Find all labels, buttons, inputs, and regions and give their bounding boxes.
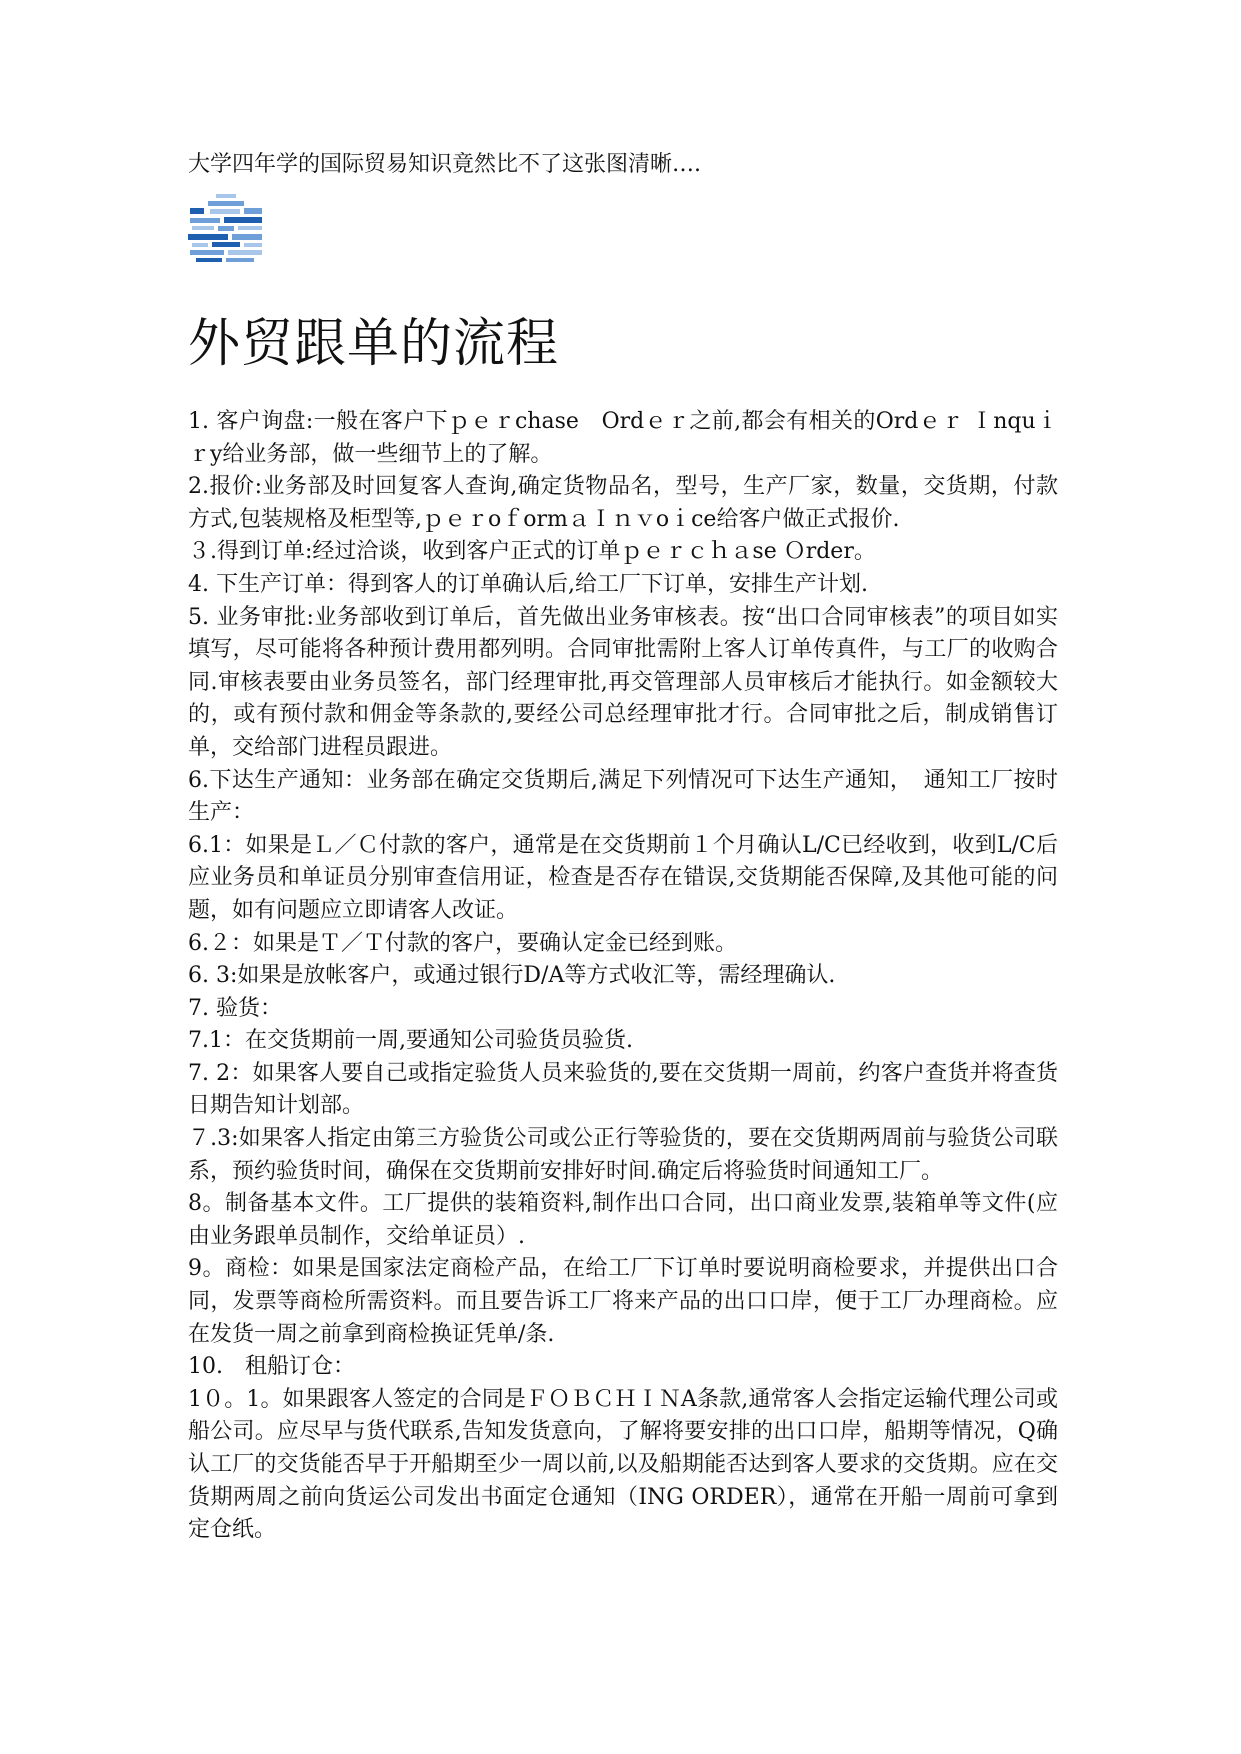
paragraph: 1. 客户询盘:一般在客户下ｐｅｒchase Ordｅｒ之前,都会有相关的Ordｅｒ Ｉnquｉｒy给业务部，做一些细节上的了解。 [188,409,1058,467]
document-body [188,406,1058,1547]
paragraph: 6.1：如果是Ｌ／Ｃ付款的客户，通常是在交货期前１个月确认L/C已经收到，收到L/C后应业务员和单证员分别审查信用证，检查是否存在错误,交货期能否保障,及其他可能的问题，如有问题应立即请客人改证。 [188,832,1058,923]
flowchart-thumbnail-image [188,192,264,268]
paragraph: 1０。1。如果跟客人签定的合同是ＦＯＢＣＨＩＮA条款,通常客人会指定运输代理公司或船公司。应尽早与货代联系,告知发货意向，了解将要安排的出口口岸，船期等情况，Q确认工厂的交货能否早于开船期至少一周以前,以及船期能否达到客人要求的交货期。应在交货期两周之前向货运公司发出书面定仓通知（ING ORDER），通常在开船一周前可拿到定仓纸。 [188,1386,1058,1543]
thumbnail-graphic [188,192,264,268]
paragraph: 6. 3:如果是放帐客户，或通过银行D/A等方式收汇等，需经理确认. [188,963,836,989]
paragraph: 10. 租船订仓： [188,1354,355,1380]
paragraph: 8。制备基本文件。工厂提供的装箱资料,制作出口合同，出口商业发票,装箱单等文件(应由业务跟单员制作，交给单证员）. [188,1191,1058,1249]
paragraph: 9。商检：如果是国家法定商检产品，在给工厂下订单时要说明商检要求，并提供出口合同，发票等商检所需资料。而且要告诉工厂将来产品的出口口岸，便于工厂办理商检。应在发货一周之前拿到商检换证凭单/条. [188,1256,1058,1347]
paragraph: ７.3:如果客人指定由第三方验货公司或公正行等验货的，要在交货期两周前与验货公司联系，预约验货时间，确保在交货期前安排好时间.确定后将验货时间通知工厂。 [188,1126,1058,1184]
intro-text: 大学四年学的国际贸易知识竟然比不了这张图清晰…. [188,152,701,177]
paragraph: 6.下达生产通知：业务部在确定交货期后,满足下列情况可下达生产通知， 通知工厂按时生产： [188,767,1058,826]
paragraph: 6.２：如果是Ｔ／Ｔ付款的客户，要确认定金已经到账。 [188,930,737,956]
paragraph: ３.得到订单:经过洽谈，收到客户正式的订单ｐｅｒｃｈａse Ｏrder。 [188,539,876,565]
paragraph: 7. 验货： [188,995,282,1021]
paragraph: 4. 下生产订单：得到客人的订单确认后,给工厂下订单，安排生产计划. [188,571,868,597]
paragraph: 2.报价:业务部及时回复客人查询,确定货物品名，型号，生产厂家，数量，交货期，付款方式,包装规格及柜型等,ｐｅｒoｆormａＩｎｖoｉce给客户做正式报价. [188,474,1058,532]
page-title: 外贸跟单的流程 [188,314,560,374]
paragraph: 7. 2：如果客人要自己或指定验货人员来验货的,要在交货期一周前，约客户查货并将查货日期告知计划部。 [188,1060,1058,1119]
paragraph: 7.1：在交货期前一周,要通知公司验货员验货. [188,1028,633,1054]
paragraph: 5. 业务审批:业务部收到订单后，首先做出业务审核表。按“出口合同审核表”的项目如实填写，尽可能将各种预计费用都列明。合同审批需附上客人订单传真件，与工厂的收购合同.审核表要由业务员签名，部门经理审批,再交管理部人员审核后才能执行。如金额较大的，或有预付款和佣金等条款的,要经公司总经理审批才行。合同审批之后，制成销售订单，交给部门进程员跟进。 [188,604,1058,760]
